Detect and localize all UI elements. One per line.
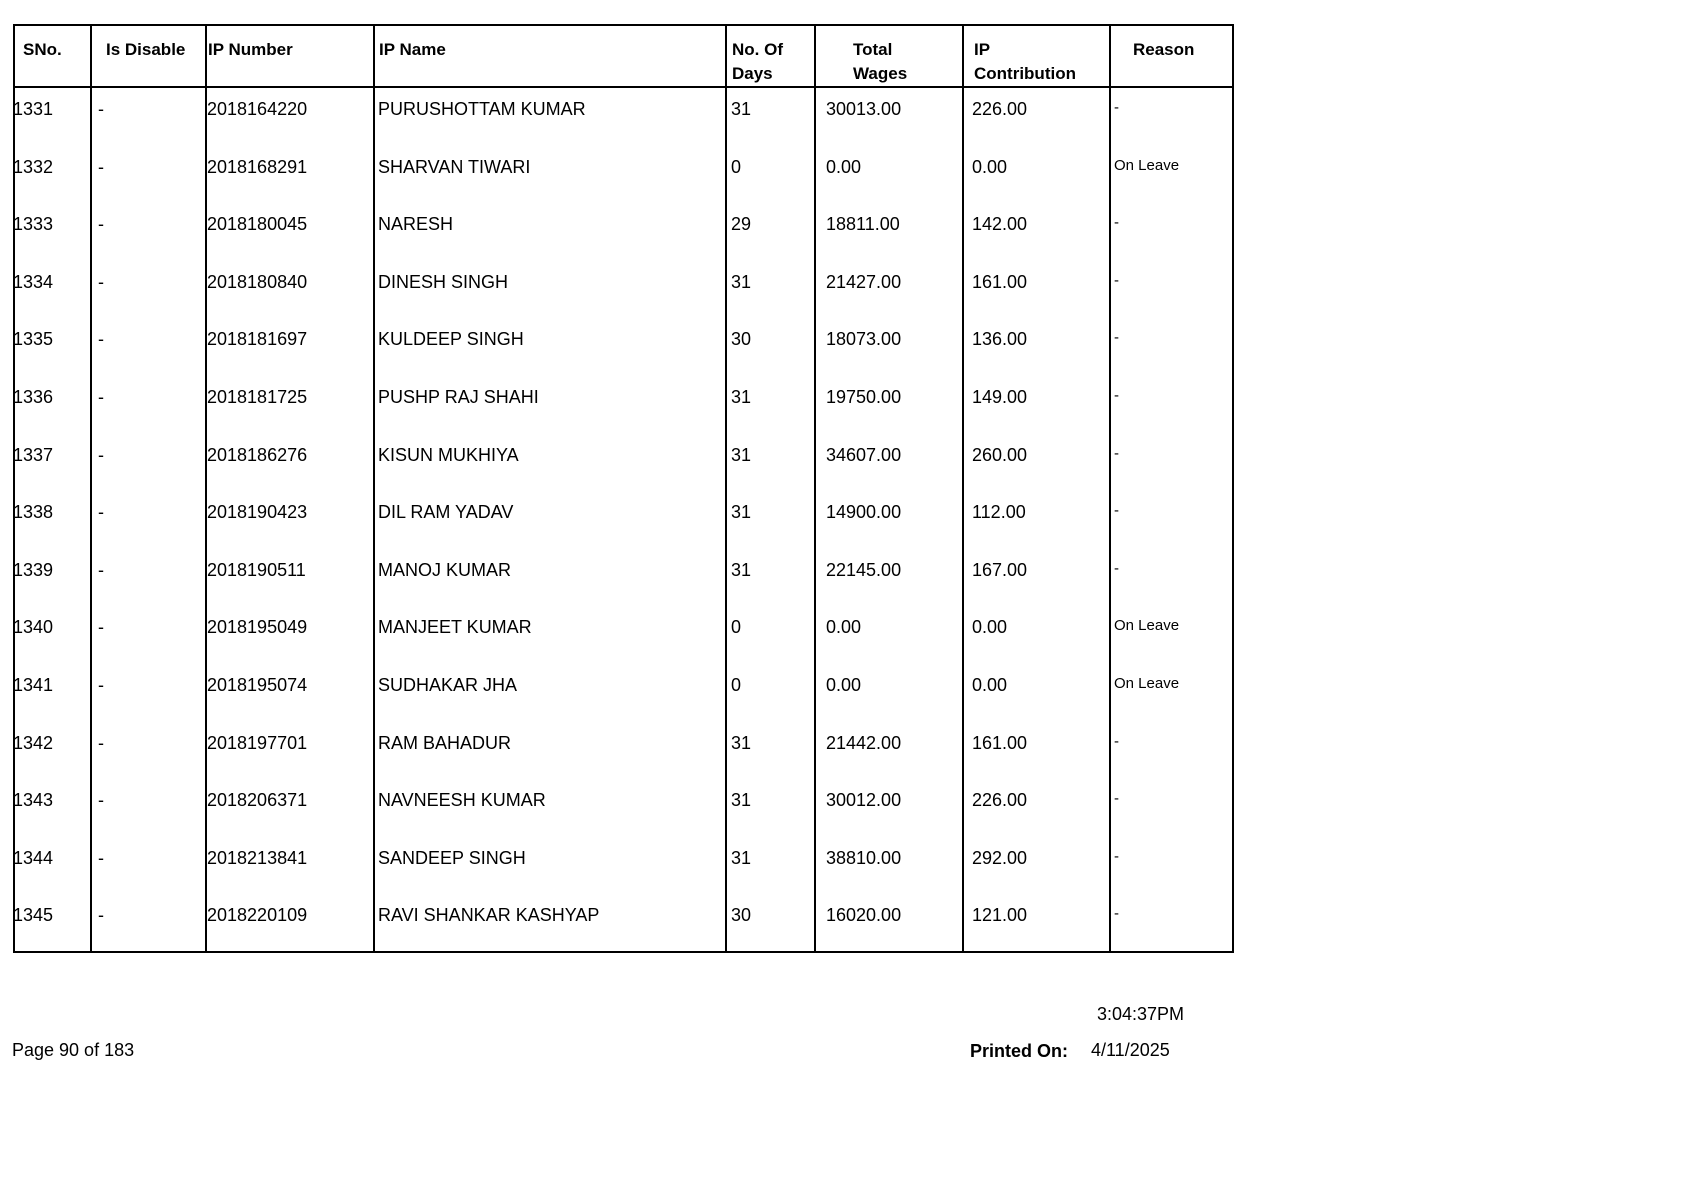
cell-is-disable: -: [98, 559, 104, 580]
table-row: [15, 778, 1232, 836]
table-row: [15, 375, 1232, 433]
cell-total-wages: 30013.00: [826, 99, 902, 119]
cell-ip-name: SHARVAN TIWARI: [378, 156, 531, 177]
cell-is-disable: -: [98, 847, 104, 868]
header-contrib-line1: IP: [974, 40, 991, 59]
cell-ip-contribution: 0.00: [972, 156, 1008, 177]
header-wages-line1: Total: [853, 40, 893, 59]
printed-on-label: Printed On:: [970, 1041, 1068, 1061]
cell-ip-name: SANDEEP SINGH: [378, 847, 526, 868]
cell-sno: 1345: [13, 905, 54, 926]
cell-no-of-days: 0: [731, 675, 742, 695]
cell-ip-name: RAVI SHANKAR KASHYAP: [378, 905, 600, 926]
cell-ip-name: PUSHP RAJ SHAHI: [378, 387, 539, 407]
cell-ip-name: RAM BAHADUR: [378, 732, 512, 753]
cell-sno: 1342: [13, 732, 54, 753]
cell-no-of-days: 31: [731, 790, 752, 811]
page-number: Page 90 of 183: [12, 1040, 135, 1060]
cell-is-disable: -: [98, 329, 104, 350]
cell-sno: 1340: [13, 617, 54, 638]
cell-total-wages: 16020.00: [826, 905, 902, 926]
cell-sno: 1343: [13, 790, 54, 811]
cell-total-wages: 38810.00: [826, 847, 902, 868]
table-row: [15, 145, 1232, 203]
cell-ip-name: DIL RAM YADAV: [378, 502, 514, 523]
cell-reason: -: [1114, 559, 1119, 577]
header-no-of-days: [732, 38, 783, 86]
cell-is-disable: -: [98, 502, 104, 523]
cell-reason: -: [1114, 99, 1119, 116]
cell-no-of-days: 31: [731, 502, 752, 523]
cell-reason: -: [1114, 732, 1119, 750]
cell-sno: 1333: [13, 214, 54, 235]
cell-ip-contribution: 226.00: [972, 790, 1028, 811]
cell-sno: 1335: [13, 329, 54, 350]
cell-is-disable: -: [98, 732, 104, 753]
table-row: [15, 317, 1232, 375]
cell-sno: 1332: [13, 156, 54, 177]
cell-ip-name: SUDHAKAR JHA: [378, 675, 518, 695]
table-row: [15, 202, 1232, 260]
cell-ip-name: NARESH: [378, 214, 454, 235]
cell-is-disable: -: [98, 156, 104, 177]
cell-sno: 1337: [13, 444, 54, 465]
cell-reason: -: [1114, 214, 1119, 232]
cell-no-of-days: 31: [731, 271, 752, 292]
cell-ip-contribution: 0.00: [972, 617, 1008, 638]
table-row: [15, 548, 1232, 606]
cell-no-of-days: 0: [731, 156, 742, 177]
cell-reason: -: [1114, 502, 1119, 520]
cell-ip-contribution: 167.00: [972, 559, 1028, 580]
table-row: [15, 433, 1232, 491]
cell-no-of-days: 29: [731, 214, 752, 235]
header-contrib-line2: Contribution: [974, 64, 1076, 83]
cell-ip-number: 2018190511: [207, 559, 306, 580]
cell-sno: 1331: [13, 99, 54, 119]
table-row: [15, 490, 1232, 548]
cell-is-disable: -: [98, 444, 104, 465]
cell-ip-name: DINESH SINGH: [378, 271, 509, 292]
cell-total-wages: 0.00: [826, 156, 862, 177]
cell-is-disable: -: [98, 790, 104, 811]
contribution-table: [13, 24, 1234, 953]
table-row: [15, 87, 1232, 145]
cell-no-of-days: 30: [731, 905, 752, 926]
cell-ip-number: 2018206371: [207, 790, 308, 811]
cell-reason: -: [1114, 847, 1119, 865]
cell-total-wages: 34607.00: [826, 444, 902, 465]
cell-total-wages: 19750.00: [826, 387, 902, 407]
cell-total-wages: 30012.00: [826, 790, 902, 811]
cell-no-of-days: 31: [731, 444, 752, 465]
header-days-line2: Days: [732, 64, 773, 83]
cell-reason: -: [1114, 790, 1119, 808]
cell-sno: 1334: [13, 271, 54, 292]
cell-ip-contribution: 136.00: [972, 329, 1028, 350]
table-row: [15, 605, 1232, 663]
cell-reason: -: [1114, 271, 1119, 289]
cell-ip-contribution: 112.00: [972, 502, 1026, 523]
cell-no-of-days: 31: [731, 847, 752, 868]
cell-total-wages: 0.00: [826, 617, 862, 638]
cell-ip-number: 2018197701: [207, 732, 308, 753]
cell-ip-contribution: 260.00: [972, 444, 1028, 465]
cell-ip-contribution: 292.00: [972, 847, 1028, 868]
cell-ip-contribution: 0.00: [972, 675, 1008, 695]
cell-ip-number: 2018181697: [207, 329, 308, 350]
cell-is-disable: -: [98, 99, 104, 119]
header-total-wages: [853, 38, 907, 86]
header-is-disable: Is Disable: [106, 40, 186, 59]
cell-ip-contribution: 142.00: [972, 214, 1028, 235]
cell-ip-contribution: 149.00: [972, 387, 1028, 407]
cell-ip-name: PURUSHOTTAM KUMAR: [378, 99, 586, 119]
table-row: [15, 260, 1232, 318]
cell-ip-name: KULDEEP SINGH: [378, 329, 524, 350]
cell-total-wages: 21442.00: [826, 732, 902, 753]
table-row: [15, 893, 1232, 951]
cell-ip-number: 2018186276: [207, 444, 308, 465]
header-ip-contribution: [974, 38, 1076, 86]
cell-total-wages: 14900.00: [826, 502, 902, 523]
cell-ip-number: 2018181725: [207, 387, 308, 407]
cell-ip-number: 2018164220: [207, 99, 308, 119]
cell-no-of-days: 31: [731, 559, 752, 580]
cell-ip-name: MANJEET KUMAR: [378, 617, 532, 638]
cell-ip-contribution: 226.00: [972, 99, 1028, 119]
cell-sno: 1344: [13, 847, 54, 868]
header-reason: Reason: [1133, 40, 1195, 59]
cell-ip-number: 2018213841: [207, 847, 308, 868]
cell-is-disable: -: [98, 387, 104, 407]
header-wages-line2: Wages: [853, 64, 908, 83]
cell-ip-number: 2018180840: [207, 271, 308, 292]
cell-ip-contribution: 161.00: [972, 271, 1028, 292]
printed-time: 3:04:37PM: [1097, 1004, 1185, 1024]
cell-ip-contribution: 121.00: [972, 905, 1028, 926]
cell-is-disable: -: [98, 271, 104, 292]
cell-is-disable: -: [98, 617, 104, 638]
cell-ip-number: 2018180045: [207, 214, 308, 235]
cell-is-disable: -: [98, 905, 104, 926]
cell-no-of-days: 31: [731, 732, 752, 753]
cell-total-wages: 18811.00: [826, 214, 900, 235]
cell-reason: -: [1114, 905, 1119, 923]
table-row: [15, 663, 1232, 721]
cell-ip-name: KISUN MUKHIYA: [378, 444, 519, 465]
cell-ip-number: 2018220109: [207, 905, 308, 926]
cell-sno: 1341: [13, 675, 54, 695]
cell-ip-number: 2018168291: [207, 156, 308, 177]
cell-reason: -: [1114, 444, 1119, 462]
cell-ip-number: 2018195074: [207, 675, 308, 695]
printed-date: 4/11/2025: [1091, 1040, 1170, 1060]
cell-reason: On Leave: [1114, 675, 1180, 692]
cell-reason: -: [1114, 329, 1119, 347]
cell-no-of-days: 31: [731, 99, 752, 119]
cell-sno: 1336: [13, 387, 54, 407]
table-row: [15, 721, 1232, 779]
cell-ip-number: 2018190423: [207, 502, 308, 523]
cell-sno: 1339: [13, 559, 54, 580]
cell-ip-name: MANOJ KUMAR: [378, 559, 512, 580]
cell-no-of-days: 31: [731, 387, 752, 407]
cell-total-wages: 22145.00: [826, 559, 902, 580]
header-ip-name: IP Name: [379, 40, 446, 59]
header-ip-number: IP Number: [208, 40, 293, 59]
cell-ip-number: 2018195049: [207, 617, 308, 638]
cell-total-wages: 18073.00: [826, 329, 902, 350]
cell-reason: On Leave: [1114, 156, 1180, 174]
header-sno: SNo.: [23, 40, 62, 59]
cell-reason: -: [1114, 387, 1119, 404]
header-days-line1: No. Of: [732, 40, 783, 59]
table-row: [15, 836, 1232, 894]
cell-total-wages: 21427.00: [826, 271, 902, 292]
cell-is-disable: -: [98, 214, 104, 235]
cell-no-of-days: 30: [731, 329, 752, 350]
cell-sno: 1338: [13, 502, 54, 523]
cell-total-wages: 0.00: [826, 675, 862, 695]
cell-ip-contribution: 161.00: [972, 732, 1028, 753]
cell-ip-name: NAVNEESH KUMAR: [378, 790, 546, 811]
cell-no-of-days: 0: [731, 617, 742, 638]
cell-is-disable: -: [98, 675, 104, 695]
cell-reason: On Leave: [1114, 617, 1180, 635]
